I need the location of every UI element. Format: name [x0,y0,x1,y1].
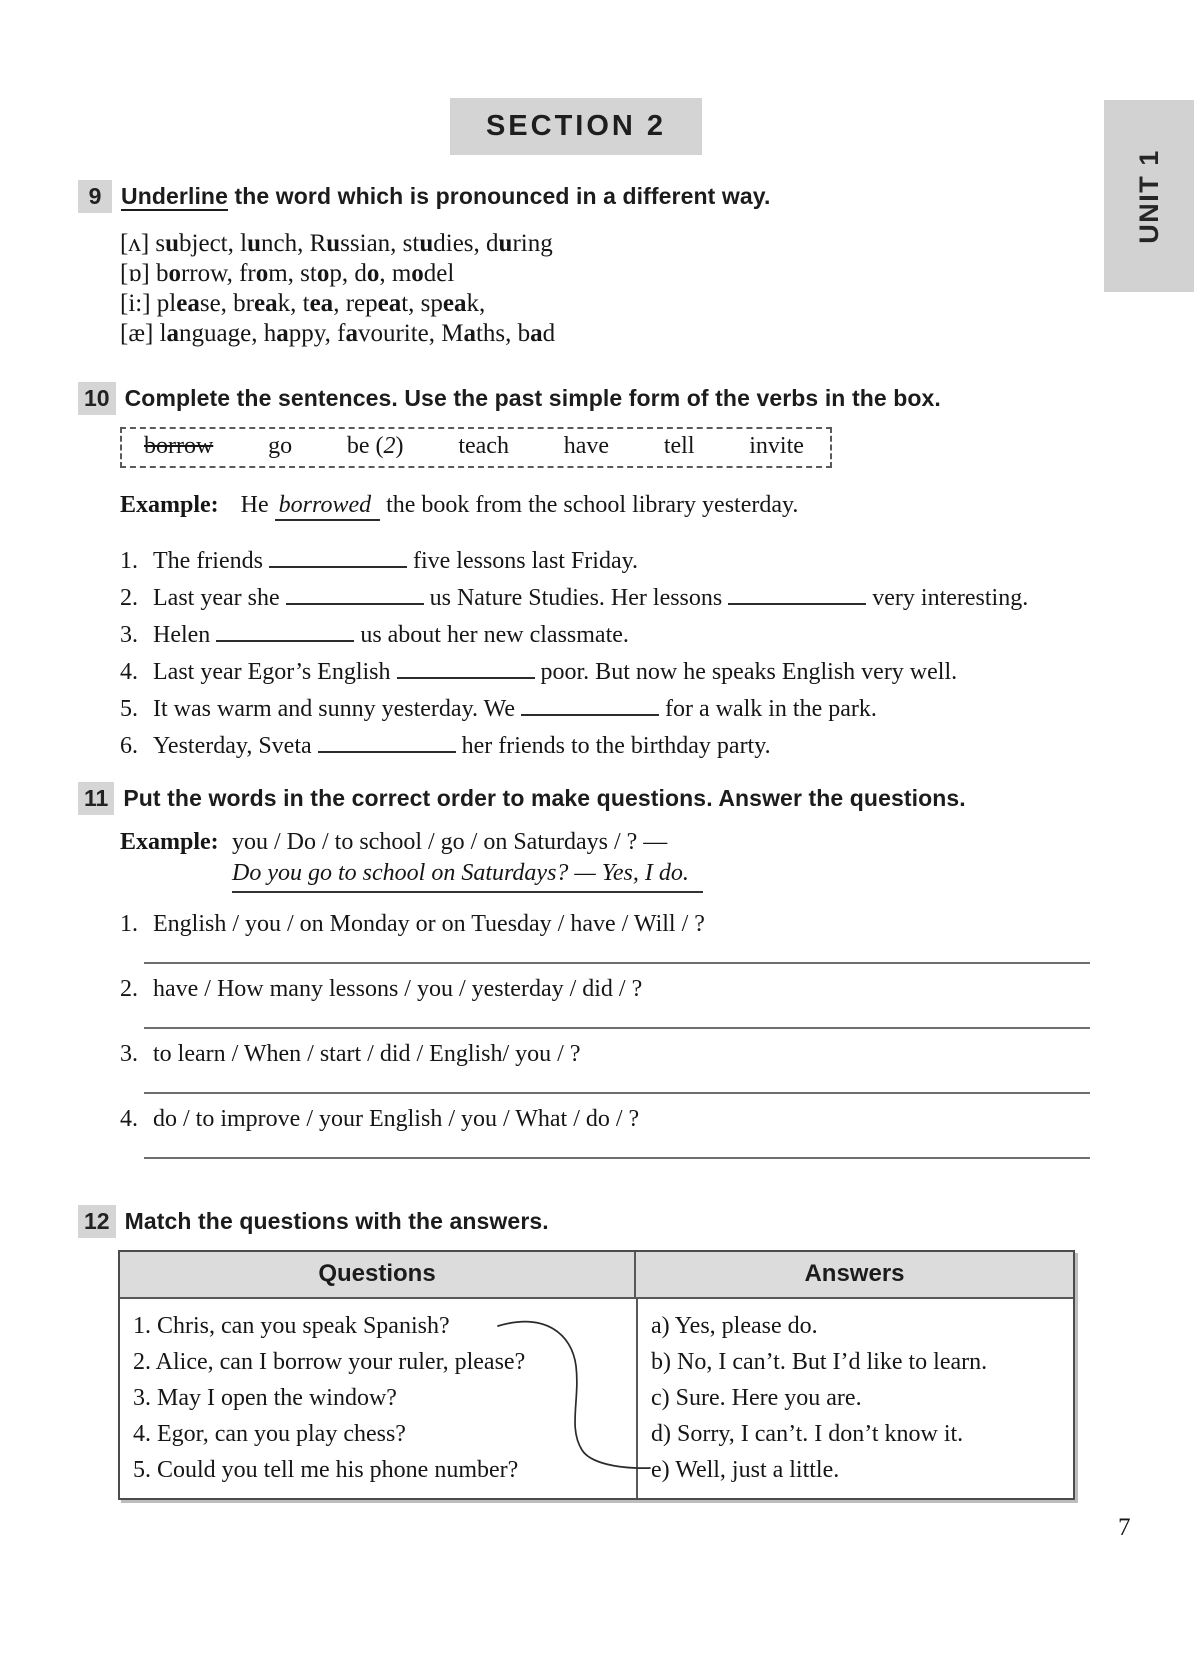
sentence-item [120,654,1140,691]
example-lines [232,827,703,893]
reorder-item-text: 3. to learn / When / start / did / English/ you / ? [120,1039,1140,1070]
table-question: 5. Could you tell me his phone number? [133,1457,519,1483]
text-segment: ) [395,433,404,459]
text-segment: ea [377,290,402,317]
text-segment: The friends [153,548,269,574]
text-segment: o [255,260,269,287]
item-number: 4. [120,1106,138,1132]
table-answer: d) Sorry, I can’t. I don’t know it. [651,1421,964,1447]
exercise-12-title [125,1205,549,1238]
table-question: 1. Chris, can you speak Spanish? [133,1313,450,1339]
answer-blank [397,663,535,679]
text-segment: nguage, h [179,320,277,347]
phonetic-line [120,289,1140,319]
text-segment: go [268,433,293,459]
answer-blank [216,626,354,642]
text-segment: us about her new classmate. [354,622,629,648]
text-segment: [ɒ] b [120,260,169,287]
text-segment: d [542,320,556,347]
example-label: Example: [120,829,219,855]
text-segment: very interesting. [866,585,1029,611]
text-segment: borrowed [275,492,380,521]
exercise-9 [78,180,1140,349]
text-segment: ppy, f [288,320,346,347]
item-number: 3. [120,1041,138,1067]
question-list [120,909,1140,1159]
unit-tab-label: UNIT 1 [1133,148,1164,244]
text-segment: He [240,492,275,518]
answer-write-line [144,1092,1090,1094]
exercise-11 [78,782,1140,1169]
verb-box [120,427,832,468]
text-segment: the word which is pronounced in a different way. [227,183,771,209]
phonetic-list [78,229,1140,349]
item-number: 1. [120,911,138,937]
answers-header: Answers [804,1260,905,1287]
reorder-item-text: 4. do / to improve / your English / you / What / do / ? [120,1104,1140,1135]
text-segment: o [168,260,181,287]
phonetic-line [120,259,1140,289]
verb-box-word [749,432,804,460]
text-segment: Match the questions with the answers. [124,1208,549,1234]
reorder-item [120,974,1140,1029]
table-question: 2. Alice, can I borrow your ruler, please? [133,1349,526,1375]
exercise-9-number: 9 [78,180,112,213]
text-segment: for a walk in the park. [658,696,877,722]
text-segment: poor. But now he speaks English very well. [534,659,958,685]
text-segment: ea [176,290,200,317]
answer-write-line [144,1157,1090,1159]
table-answer: e) Well, just a little. [651,1457,840,1483]
text-segment: k, [466,290,486,317]
text-segment: k, t [277,290,310,317]
text-segment: borrow [144,433,214,459]
exercise-10-example [120,490,1140,521]
text-segment: ea [309,290,334,317]
phonetic-line [120,319,1140,349]
exercise-12-number: 12 [78,1205,116,1238]
item-number: 2. [120,976,138,1002]
text-segment: It was warm and sunny yesterday. We [153,696,521,722]
exercise-11-title [123,782,965,815]
text-segment: us Nature Studies. Her lessons [423,585,729,611]
text-segment: dies, d [433,230,499,257]
reorder-item [120,1039,1140,1094]
text-segment: Last year Egor’s English [153,659,397,685]
item-number: 6. [120,733,138,759]
text-segment: m, st [268,260,317,287]
text-segment: Underline [121,183,228,209]
table-answer: a) Yes, please do. [651,1313,818,1339]
text-segment: be ( [346,433,384,459]
item-number: 4. [120,659,138,685]
verb-box-word [144,432,213,460]
text-segment: u [419,230,434,257]
text-segment: o [366,260,380,287]
table-answer: c) Sure. Here you are. [651,1385,862,1411]
text-segment: ssian, st [340,230,420,257]
text-segment: o [411,260,424,287]
answer-blank [318,737,456,753]
example-label: Example: [120,492,219,518]
answer-blank [728,589,866,605]
verb-box-word [564,432,609,460]
sentence-list [120,543,1140,765]
text-segment: five lessons last Friday. [406,548,639,574]
table-question: 4. Egor, can you play chess? [133,1421,406,1447]
phonetic-line [120,229,1140,259]
text-segment: ea [254,290,278,317]
text-segment: , rep [333,290,378,317]
reorder-item [120,1104,1140,1159]
text-segment: t, sp [401,290,443,317]
sentence-item [120,728,1140,765]
text-segment: u [498,230,513,257]
text-segment: teach [458,433,509,459]
exercise-12 [78,1205,1140,1500]
text-segment: [æ] l [120,320,167,347]
text-segment: u [247,230,261,257]
text-segment: se, br [199,290,255,317]
questions-column [120,1299,638,1498]
sentence-item [120,580,1140,617]
text-segment: a [530,320,543,347]
sentence-item [120,691,1140,728]
text-segment: p, d [329,260,367,287]
answer-blank [269,552,407,568]
exercise-9-title [121,180,770,213]
text-segment: o [316,260,330,287]
text-segment: u [326,230,341,257]
text-segment: tell [663,433,695,459]
text-segment: 2 [383,433,396,459]
exercise-11-example [120,827,1140,893]
text-segment: have [563,433,610,459]
verb-box-word [268,432,292,460]
sentence-item [120,543,1140,580]
text-segment: rrow, fr [180,260,256,287]
reorder-item-text: 2. have / How many lessons / you / yesterday / did / ? [120,974,1140,1005]
text-segment: nch, R [260,230,327,257]
example-answer: Do you go to school on Saturdays? — Yes, I do. [232,858,703,893]
text-segment: Put the words in the correct order to make questions. Answer the questions. [123,785,966,811]
item-number: 1. [120,548,138,574]
text-segment: a [345,320,358,347]
text-segment: [ʌ] s [120,230,166,257]
text-segment: , m [379,260,412,287]
page-number: 7 [1118,1514,1131,1541]
exercise-10 [78,382,1140,765]
sentence-item [120,617,1140,654]
example-text [241,492,799,521]
section-title: SECTION 2 [485,110,667,142]
table-question: 3. May I open the window? [133,1385,397,1411]
text-segment: Complete the sentences. Use the past simple form of the verbs in the box. [124,385,941,411]
exercise-10-number: 10 [78,382,116,415]
text-segment: a [463,320,476,347]
text-segment: her friends to the birthday party. [455,733,771,759]
exercise-10-title [125,382,941,415]
text-segment: [i:] pl [120,290,177,317]
example-prompt: you / Do / to school / go / on Saturdays / ? — [232,829,668,855]
text-segment: a [166,320,180,347]
answer-write-line [144,1027,1090,1029]
answer-blank [286,589,424,605]
item-number: 2. [120,585,138,611]
reorder-item [120,909,1140,964]
match-table [118,1250,1075,1500]
item-number: 3. [120,622,138,648]
questions-header: Questions [120,1252,636,1297]
answers-column [638,1299,1073,1498]
answer-blank [521,700,659,716]
verb-box-word [347,432,404,460]
text-segment: ths, b [475,320,531,347]
answer-write-line [144,962,1090,964]
section-title-box [450,98,702,155]
verb-box-word [664,432,695,460]
text-segment: del [423,260,455,287]
text-segment: invite [749,433,804,459]
text-segment: Helen [153,622,217,648]
table-answer: b) No, I can’t. But I’d like to learn. [651,1349,988,1375]
reorder-item-text: 1. English / you / on Monday or on Tuesday / have / Will / ? [120,909,1140,940]
text-segment: the book from the school library yesterday. [380,492,799,518]
text-segment: Last year she [153,585,286,611]
text-segment: bject, l [179,230,248,257]
text-segment: a [276,320,289,347]
item-number: 5. [120,696,138,722]
match-table-header [120,1252,1073,1299]
exercise-11-number: 11 [78,782,114,815]
text-segment: u [165,230,180,257]
text-segment: ea [442,290,467,317]
verb-box-word [458,432,509,460]
text-segment: Yesterday, Sveta [153,733,318,759]
text-segment: vourite, M [357,320,464,347]
text-segment: ring [512,230,553,257]
